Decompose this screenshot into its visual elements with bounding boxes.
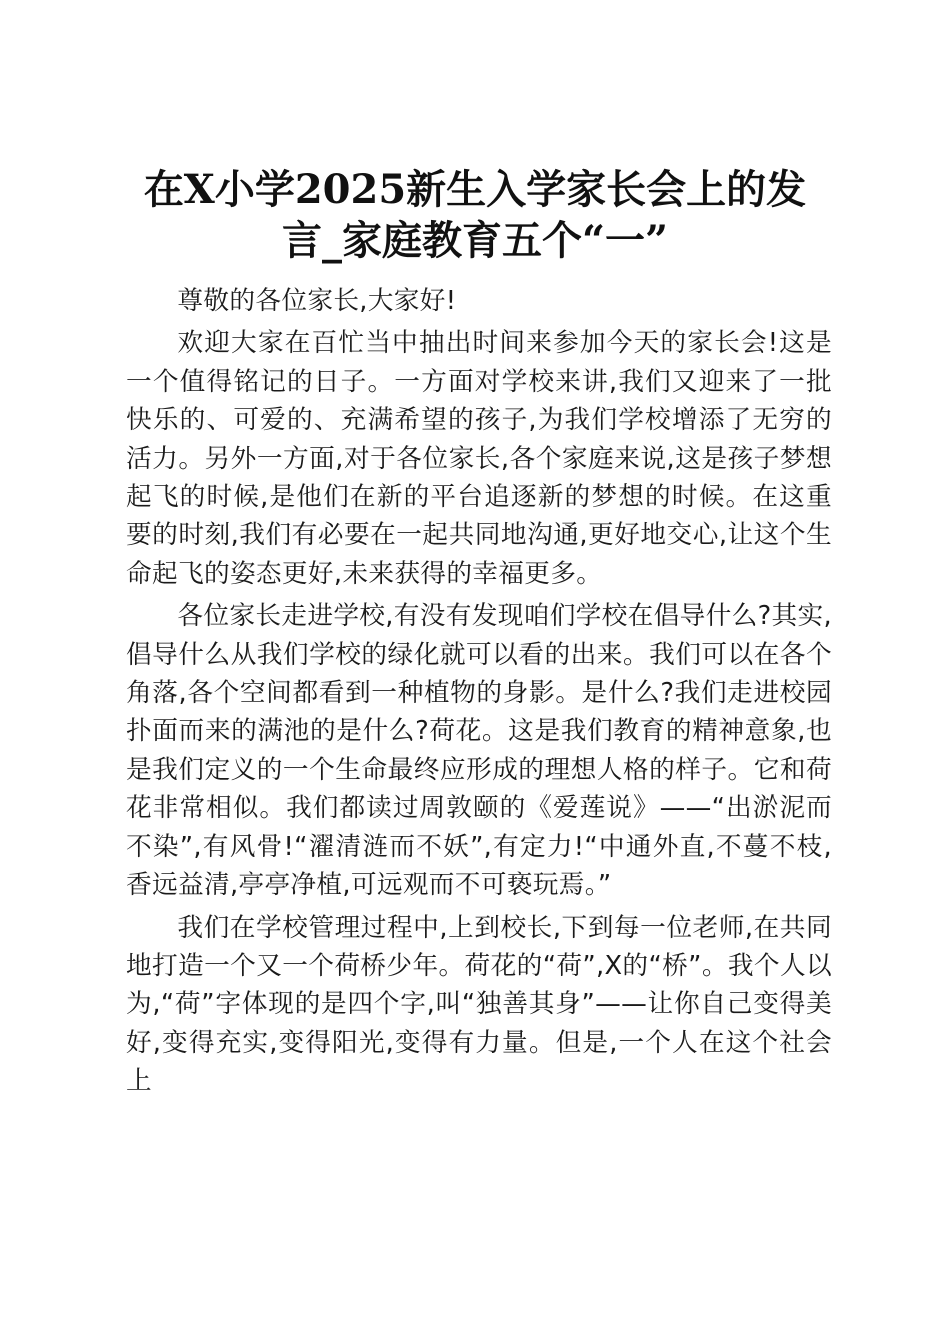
title-line-2: 言_家庭教育五个“一” [281,217,668,264]
paragraph-welcome: 欢迎大家在百忙当中抽出时间来参加今天的家长会!这是一个值得铭记的日子。一方面对学校来讲,我们又迎来了一批快乐的、可爱的、充满希望的孩子,为我们学校增添了无穷的活力。另外一方面,对于各位家长,各个家庭来说,这是孩子梦想起飞的时候,是他们在新的平台追逐新的梦想的时候。在这重要的时刻,我们有必要在一起共同地沟通,更好地交心,让这个生命起飞的姿态更好,未来获得的幸福更多。 [126,328,832,589]
paragraph-greeting: 尊敬的各位家长,大家好! [177,286,457,316]
document-title [120,164,830,266]
document-body [126,282,832,1105]
title-line-1: 在X小学2025新生入学家长会上的发 [143,166,807,213]
paragraph-lotus: 各位家长走进学校,有没有发现咱们学校在倡导什么?其实,倡导什么从我们学校的绿化就可以看的出来。我们可以在各个角落,各个空间都看到一种植物的身影。是什么?我们走进校园扑面而来的满池的是什么?荷花。这是我们教育的精神意象,也是我们定义的一个生命最终应形成的理想人格的样子。它和荷花非常相似。我们都读过周敦颐的《爱莲说》——“出淤泥而不染”,有风骨!“濯清涟而不妖”,有定力!“中通外直,不蔓不枝,香远益清,亭亭净植,可远观而不可亵玩焉。” [126,601,832,901]
paragraph-management: 我们在学校管理过程中,上到校长,下到每一位老师,在共同地打造一个又一个荷桥少年。荷花的“荷”,X的“桥”。我个人以为,“荷”字体现的是四个字,叫“独善其身”——让你自己变得美好,变得充实,变得阳光,变得有力量。但是,一个人在这个社会上 [126,912,832,1097]
